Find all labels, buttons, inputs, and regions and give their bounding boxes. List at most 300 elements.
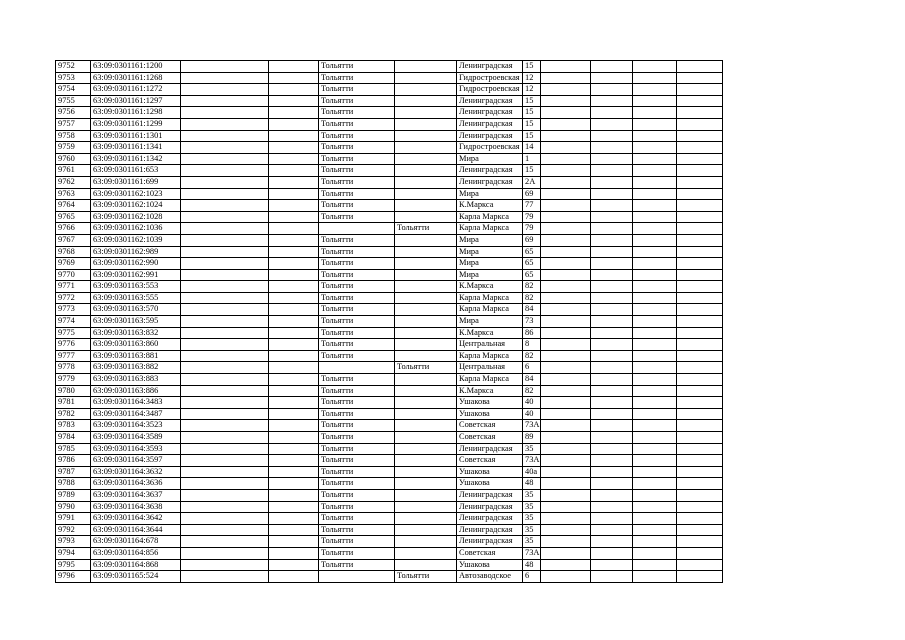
- table-cell: [677, 176, 723, 188]
- table-cell: 63:09:0301164:868: [91, 559, 181, 571]
- table-cell: [633, 524, 677, 536]
- table-row: [56, 95, 723, 107]
- table-cell: [591, 455, 633, 467]
- table-cell: Тольятти: [319, 339, 395, 351]
- table-cell: [181, 420, 269, 432]
- table-cell: [633, 350, 677, 362]
- table-row: [56, 524, 723, 536]
- table-cell: [181, 61, 269, 73]
- table-cell: [541, 420, 591, 432]
- table-cell: 9775: [56, 327, 91, 339]
- table-cell: [541, 165, 591, 177]
- table-cell: [591, 223, 633, 235]
- table-cell: [633, 258, 677, 270]
- table-cell: 63:09:0301164:3636: [91, 478, 181, 490]
- table-cell: [677, 374, 723, 386]
- table-cell: [395, 420, 457, 432]
- table-cell: [633, 362, 677, 374]
- table-cell: [677, 489, 723, 501]
- table-cell: [395, 304, 457, 316]
- table-cell: Тольятти: [319, 176, 395, 188]
- table-row: [56, 107, 723, 119]
- table-cell: [319, 571, 395, 583]
- table-cell: [677, 188, 723, 200]
- table-cell: [677, 524, 723, 536]
- table-cell: 9777: [56, 350, 91, 362]
- table-cell: Карла Маркса: [457, 211, 523, 223]
- table-cell: 15: [523, 61, 541, 73]
- table-row: [56, 223, 723, 235]
- table-cell: [269, 478, 319, 490]
- table-cell: Карла Маркса: [457, 223, 523, 235]
- table-cell: [395, 107, 457, 119]
- table-cell: 9786: [56, 455, 91, 467]
- table-cell: [395, 165, 457, 177]
- table-cell: 63:09:0301162:1023: [91, 188, 181, 200]
- table-cell: [395, 292, 457, 304]
- table-row: [56, 432, 723, 444]
- table-cell: Советская: [457, 420, 523, 432]
- table-cell: 9778: [56, 362, 91, 374]
- table-cell: 9765: [56, 211, 91, 223]
- table-cell: 9776: [56, 339, 91, 351]
- table-cell: [633, 188, 677, 200]
- table-cell: [541, 524, 591, 536]
- table-cell: [633, 95, 677, 107]
- table-cell: [269, 304, 319, 316]
- table-cell: [633, 118, 677, 130]
- table-cell: [269, 501, 319, 513]
- table-cell: Тольятти: [319, 165, 395, 177]
- table-cell: [269, 559, 319, 571]
- table-cell: [269, 362, 319, 374]
- table-cell: 15: [523, 130, 541, 142]
- table-cell: 63:09:0301162:1024: [91, 200, 181, 212]
- table-cell: Тольятти: [319, 118, 395, 130]
- table-cell: [541, 339, 591, 351]
- table-cell: [395, 489, 457, 501]
- table-cell: 9792: [56, 524, 91, 536]
- table-cell: [633, 176, 677, 188]
- table-cell: [395, 466, 457, 478]
- table-cell: [269, 118, 319, 130]
- table-cell: [541, 211, 591, 223]
- table-cell: Карла Маркса: [457, 304, 523, 316]
- table-cell: [541, 61, 591, 73]
- table-cell: [181, 95, 269, 107]
- table-cell: [269, 107, 319, 119]
- table-cell: [395, 513, 457, 525]
- table-cell: [269, 547, 319, 559]
- table-cell: [591, 211, 633, 223]
- table-row: [56, 559, 723, 571]
- table-cell: [269, 327, 319, 339]
- table-cell: 9753: [56, 72, 91, 84]
- table-cell: [591, 292, 633, 304]
- table-cell: [633, 61, 677, 73]
- table-cell: [541, 443, 591, 455]
- table-cell: Тольятти: [319, 327, 395, 339]
- table-cell: 9763: [56, 188, 91, 200]
- table-cell: [591, 443, 633, 455]
- table-cell: 79: [523, 223, 541, 235]
- data-table: [55, 60, 723, 583]
- table-cell: [677, 211, 723, 223]
- table-cell: Мира: [457, 153, 523, 165]
- table-cell: [633, 211, 677, 223]
- table-cell: [591, 107, 633, 119]
- table-cell: [395, 350, 457, 362]
- table-cell: [395, 200, 457, 212]
- table-cell: [591, 327, 633, 339]
- table-cell: [541, 501, 591, 513]
- table-cell: 63:09:0301163:883: [91, 374, 181, 386]
- table-cell: [269, 536, 319, 548]
- table-cell: [677, 72, 723, 84]
- table-cell: Тольятти: [319, 61, 395, 73]
- table-cell: [591, 501, 633, 513]
- table-cell: [677, 61, 723, 73]
- table-row: [56, 281, 723, 293]
- table-cell: 40: [523, 408, 541, 420]
- table-row: [56, 200, 723, 212]
- table-cell: [591, 95, 633, 107]
- table-cell: [591, 374, 633, 386]
- table-cell: 63:09:0301163:555: [91, 292, 181, 304]
- table-cell: 63:09:0301164:3632: [91, 466, 181, 478]
- table-cell: [677, 223, 723, 235]
- table-cell: [633, 374, 677, 386]
- table-cell: [541, 142, 591, 154]
- table-row: [56, 408, 723, 420]
- table-cell: Ленинградская: [457, 513, 523, 525]
- table-cell: Тольятти: [319, 489, 395, 501]
- table-cell: Тольятти: [319, 524, 395, 536]
- table-cell: [269, 571, 319, 583]
- table-cell: [269, 246, 319, 258]
- table-cell: [541, 281, 591, 293]
- table-cell: [677, 292, 723, 304]
- table-cell: 69: [523, 234, 541, 246]
- table-cell: 63:09:0301164:3638: [91, 501, 181, 513]
- table-cell: [677, 571, 723, 583]
- table-cell: [269, 234, 319, 246]
- table-cell: 63:09:0301164:3597: [91, 455, 181, 467]
- table-cell: [541, 489, 591, 501]
- table-cell: 48: [523, 559, 541, 571]
- table-cell: [633, 501, 677, 513]
- table-cell: Ленинградская: [457, 536, 523, 548]
- table-cell: [319, 223, 395, 235]
- table-cell: [541, 72, 591, 84]
- table-cell: [591, 350, 633, 362]
- table-cell: [395, 142, 457, 154]
- table-cell: Тольятти: [319, 258, 395, 270]
- table-cell: 84: [523, 304, 541, 316]
- table-row: [56, 84, 723, 96]
- table-cell: [181, 513, 269, 525]
- table-cell: [269, 466, 319, 478]
- table-row: [56, 455, 723, 467]
- table-cell: [395, 432, 457, 444]
- table-cell: 9769: [56, 258, 91, 270]
- table-cell: Тольятти: [319, 84, 395, 96]
- table-cell: [633, 165, 677, 177]
- table-cell: 1: [523, 153, 541, 165]
- table-cell: Тольятти: [319, 107, 395, 119]
- table-cell: Тольятти: [319, 559, 395, 571]
- table-cell: [677, 408, 723, 420]
- table-cell: [633, 559, 677, 571]
- table-row: [56, 72, 723, 84]
- table-row: [56, 501, 723, 513]
- table-cell: [677, 432, 723, 444]
- table-cell: [269, 374, 319, 386]
- table-cell: Советская: [457, 547, 523, 559]
- table-cell: [395, 374, 457, 386]
- table-cell: 84: [523, 374, 541, 386]
- table-cell: [395, 95, 457, 107]
- table-cell: 9771: [56, 281, 91, 293]
- table-cell: [269, 339, 319, 351]
- table-cell: 63:09:0301162:1039: [91, 234, 181, 246]
- table-cell: [395, 501, 457, 513]
- table-row: [56, 385, 723, 397]
- table-cell: 63:09:0301161:1342: [91, 153, 181, 165]
- table-cell: [181, 501, 269, 513]
- table-cell: 63:09:0301163:595: [91, 316, 181, 328]
- table-cell: [541, 466, 591, 478]
- table-cell: [677, 304, 723, 316]
- table-cell: [541, 316, 591, 328]
- table-row: [56, 443, 723, 455]
- table-cell: [269, 142, 319, 154]
- table-cell: [541, 374, 591, 386]
- table-cell: 15: [523, 107, 541, 119]
- table-cell: 9772: [56, 292, 91, 304]
- table-cell: [395, 246, 457, 258]
- table-cell: 63:09:0301164:678: [91, 536, 181, 548]
- table-cell: [541, 130, 591, 142]
- table-cell: [591, 234, 633, 246]
- table-cell: [269, 316, 319, 328]
- table-cell: [591, 165, 633, 177]
- table-cell: [541, 547, 591, 559]
- table-cell: [677, 478, 723, 490]
- table-cell: 63:09:0301164:3637: [91, 489, 181, 501]
- table-cell: [633, 223, 677, 235]
- table-cell: 63:09:0301164:3644: [91, 524, 181, 536]
- table-cell: [269, 188, 319, 200]
- table-cell: 63:09:0301162:1028: [91, 211, 181, 223]
- table-cell: Ленинградская: [457, 176, 523, 188]
- table-cell: [541, 559, 591, 571]
- table-row: [56, 327, 723, 339]
- table-cell: Тольятти: [319, 95, 395, 107]
- table-cell: 9781: [56, 397, 91, 409]
- table-cell: [395, 524, 457, 536]
- table-cell: 65: [523, 269, 541, 281]
- table-cell: [591, 513, 633, 525]
- table-cell: [395, 130, 457, 142]
- table-cell: [395, 281, 457, 293]
- table-row: [56, 339, 723, 351]
- table-cell: [677, 362, 723, 374]
- table-cell: [591, 316, 633, 328]
- table-cell: 63:09:0301163:882: [91, 362, 181, 374]
- table-row: [56, 130, 723, 142]
- table-cell: 9756: [56, 107, 91, 119]
- table-cell: 73: [523, 316, 541, 328]
- table-cell: [541, 513, 591, 525]
- table-cell: Тольятти: [319, 466, 395, 478]
- table-cell: [181, 118, 269, 130]
- table-cell: [633, 420, 677, 432]
- table-cell: [269, 223, 319, 235]
- table-cell: [541, 304, 591, 316]
- table-cell: [633, 72, 677, 84]
- table-cell: [395, 72, 457, 84]
- table-cell: К.Маркса: [457, 385, 523, 397]
- table-row: [56, 258, 723, 270]
- table-cell: 73А: [523, 547, 541, 559]
- table-cell: [395, 455, 457, 467]
- table-cell: Тольятти: [319, 200, 395, 212]
- table-cell: Тольятти: [319, 188, 395, 200]
- table-cell: 82: [523, 385, 541, 397]
- table-cell: 9762: [56, 176, 91, 188]
- table-cell: 63:09:0301163:570: [91, 304, 181, 316]
- table-cell: [591, 339, 633, 351]
- table-cell: Ленинградская: [457, 95, 523, 107]
- table-cell: Тольятти: [319, 443, 395, 455]
- table-row: [56, 489, 723, 501]
- table-cell: [181, 547, 269, 559]
- table-cell: [677, 501, 723, 513]
- table-cell: [591, 536, 633, 548]
- table-row: [56, 316, 723, 328]
- table-cell: 73А: [523, 455, 541, 467]
- table-cell: 9754: [56, 84, 91, 96]
- table-cell: Советская: [457, 455, 523, 467]
- table-cell: 69: [523, 188, 541, 200]
- table-cell: [269, 524, 319, 536]
- table-cell: [181, 107, 269, 119]
- table-cell: [541, 292, 591, 304]
- table-cell: [181, 153, 269, 165]
- table-cell: [633, 246, 677, 258]
- table-cell: 63:09:0301163:832: [91, 327, 181, 339]
- table-cell: [395, 397, 457, 409]
- table-cell: 63:09:0301164:3642: [91, 513, 181, 525]
- table-cell: [677, 513, 723, 525]
- table-cell: [591, 489, 633, 501]
- table-cell: 9788: [56, 478, 91, 490]
- table-cell: [541, 176, 591, 188]
- table-cell: 9766: [56, 223, 91, 235]
- table-cell: [541, 84, 591, 96]
- table-cell: Мира: [457, 269, 523, 281]
- table-cell: Тольятти: [319, 432, 395, 444]
- table-cell: [633, 142, 677, 154]
- table-cell: 9764: [56, 200, 91, 212]
- table-cell: 2А: [523, 176, 541, 188]
- table-cell: [633, 489, 677, 501]
- table-cell: 63:09:0301161:1298: [91, 107, 181, 119]
- table-cell: 9793: [56, 536, 91, 548]
- table-cell: [181, 327, 269, 339]
- table-cell: [591, 559, 633, 571]
- table-cell: 9770: [56, 269, 91, 281]
- table-cell: Тольятти: [319, 501, 395, 513]
- table-cell: 63:09:0301162:1036: [91, 223, 181, 235]
- table-cell: 9774: [56, 316, 91, 328]
- table-cell: [541, 362, 591, 374]
- table-cell: Тольятти: [319, 269, 395, 281]
- table-cell: [181, 211, 269, 223]
- table-cell: [181, 176, 269, 188]
- table-cell: [677, 258, 723, 270]
- table-cell: [541, 200, 591, 212]
- table-cell: [591, 571, 633, 583]
- table-cell: Тольятти: [319, 420, 395, 432]
- table-cell: [591, 61, 633, 73]
- table-cell: [677, 153, 723, 165]
- table-cell: Ушакова: [457, 397, 523, 409]
- table-cell: [633, 292, 677, 304]
- table-cell: Тольятти: [319, 130, 395, 142]
- table-cell: 9790: [56, 501, 91, 513]
- table-cell: [541, 385, 591, 397]
- table-cell: 63:09:0301163:881: [91, 350, 181, 362]
- table-cell: Тольятти: [319, 513, 395, 525]
- table-cell: 9773: [56, 304, 91, 316]
- table-cell: [591, 118, 633, 130]
- table-cell: 63:09:0301164:3487: [91, 408, 181, 420]
- table-cell: [181, 316, 269, 328]
- table-cell: [677, 234, 723, 246]
- table-cell: 9789: [56, 489, 91, 501]
- table-cell: [395, 547, 457, 559]
- table-cell: [269, 95, 319, 107]
- table-cell: 63:09:0301162:991: [91, 269, 181, 281]
- table-cell: [181, 524, 269, 536]
- table-cell: [677, 547, 723, 559]
- table-cell: [591, 304, 633, 316]
- table-cell: Ленинградская: [457, 61, 523, 73]
- table-cell: [677, 316, 723, 328]
- table-row: [56, 153, 723, 165]
- table-cell: 9785: [56, 443, 91, 455]
- table-cell: Автозаводское: [457, 571, 523, 583]
- table-cell: [677, 536, 723, 548]
- table-cell: 15: [523, 118, 541, 130]
- table-cell: [633, 327, 677, 339]
- table-cell: 9768: [56, 246, 91, 258]
- table-cell: [269, 350, 319, 362]
- table-cell: Ленинградская: [457, 524, 523, 536]
- table-cell: [591, 72, 633, 84]
- table-cell: Мира: [457, 234, 523, 246]
- table-cell: 63:09:0301161:1299: [91, 118, 181, 130]
- table-cell: [181, 443, 269, 455]
- table-cell: 77: [523, 200, 541, 212]
- table-cell: [395, 536, 457, 548]
- table-row: [56, 165, 723, 177]
- table-cell: [269, 200, 319, 212]
- table-cell: [591, 397, 633, 409]
- table-cell: Гидростроевская: [457, 72, 523, 84]
